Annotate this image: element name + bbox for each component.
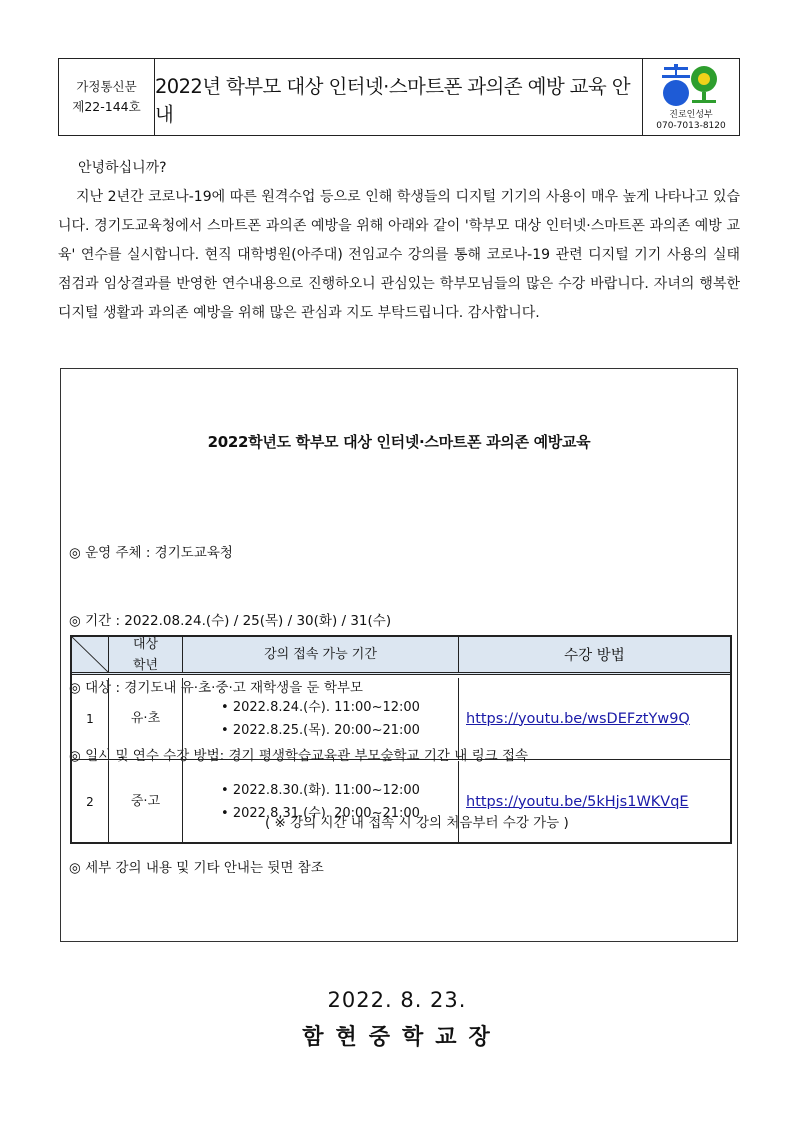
intro-body: 지난 2년간 코로나-19에 따른 원격수업 등으로 인해 학생들의 디지털 기기의 사용이 매우 높게 나타나고 있습니다. 경기도교육청에서 스마트폰 과의존 예방을 위해 아래와 같이 '학부모 대상 인터넷·스마트폰 과의존 예방 교육' 연수를 실시합니다. 현직 대학병원(아주대) 전임교수 강의를 통해 코로나-19 관련 디지털 기기 사용의 실태 점검과 임상결과를 반영한 연수내용으로 진행하오니 관심있는 학부모님들의 많은 수강 바랍니다. 자녀의 행복한 디지털 생활과 과의존 예방을 위해 많은 관심과 지도 부탁드립니다. 감사합니다.	[58, 189, 740, 321]
row-method	[459, 678, 730, 759]
row-method	[459, 761, 730, 842]
greeting: 안녕하십니까?	[78, 160, 167, 176]
period-line: ◎ 기간 : 2022.08.24.(수) / 25(목) / 30(화) / 31(수)	[69, 612, 392, 629]
header-grade-bottom: 학년	[132, 657, 159, 673]
header-period: 강의 접속 가능 기간	[183, 637, 459, 672]
document-title: 2022년 학부모 대상 인터넷·스마트폰 과의존 예방 교육 안내	[155, 59, 643, 135]
doc-type: 가정통신문	[76, 79, 137, 94]
row-grade: 유·초	[109, 678, 183, 759]
school-logo-icon	[660, 64, 722, 108]
program-box	[60, 368, 738, 942]
header-method: 수강 방법	[564, 648, 625, 664]
schedule-table	[70, 635, 732, 844]
time-slot: • 2022.8.24.(수). 11:00~12:00	[221, 699, 420, 715]
row-grade: 중·고	[109, 761, 183, 842]
logo-cell	[643, 59, 739, 135]
time-slot: • 2022.8.25.(목). 20:00~21:00	[221, 722, 420, 738]
issue-date: 2022. 8. 23.	[327, 988, 467, 1012]
youtube-link[interactable]: https://youtu.be/5kHjs1WKVqE	[466, 793, 689, 810]
header-grade	[109, 637, 183, 672]
document-header	[58, 58, 740, 136]
intro-section	[58, 154, 740, 328]
logo-phone: 070-7013-8120	[656, 121, 726, 131]
time-slot: • 2022.8.31.(수). 20:00~21:00	[221, 805, 420, 821]
time-slot: • 2022.8.30.(화). 11:00~12:00	[221, 782, 420, 798]
row-times	[183, 761, 459, 842]
row-number: 1	[72, 678, 109, 759]
footnote: ◎ 세부 강의 내용 및 기타 안내는 뒷면 참조	[69, 860, 324, 876]
header-corner-cell	[72, 637, 109, 672]
principal-signature: 함현중학교장	[302, 1025, 502, 1050]
organizer-line: ◎ 운영 주체 : 경기도교육청	[69, 545, 233, 561]
diagonal-line	[72, 637, 108, 672]
method-line: ◎ 일시 및 연수 수강 방법: 경기 평생학습교육관 부모숲학교 기간 내 링크 접속	[69, 747, 529, 764]
target-line: ◎ 대상 : 경기도내 유·초·중·고 재학생을 둔 학부모	[69, 680, 363, 696]
table-row	[72, 761, 730, 842]
method-note: ( ※ 강의 시간 내 접속 시 강의 처음부터 수강 가능 )	[265, 815, 569, 831]
table-row	[72, 678, 730, 760]
doc-info-cell	[59, 59, 155, 135]
row-times	[183, 678, 459, 759]
youtube-link[interactable]: https://youtu.be/wsDEFztYw9Q	[466, 710, 690, 727]
table-header-row	[72, 637, 730, 675]
logo-dept: 진로인성부	[669, 110, 713, 120]
doc-number: 제22-144호	[72, 99, 141, 114]
row-number: 2	[72, 761, 109, 842]
program-title: 2022학년도 학부모 대상 인터넷·스마트폰 과의존 예방교육	[207, 433, 591, 451]
header-grade-top: 대상	[132, 636, 159, 652]
